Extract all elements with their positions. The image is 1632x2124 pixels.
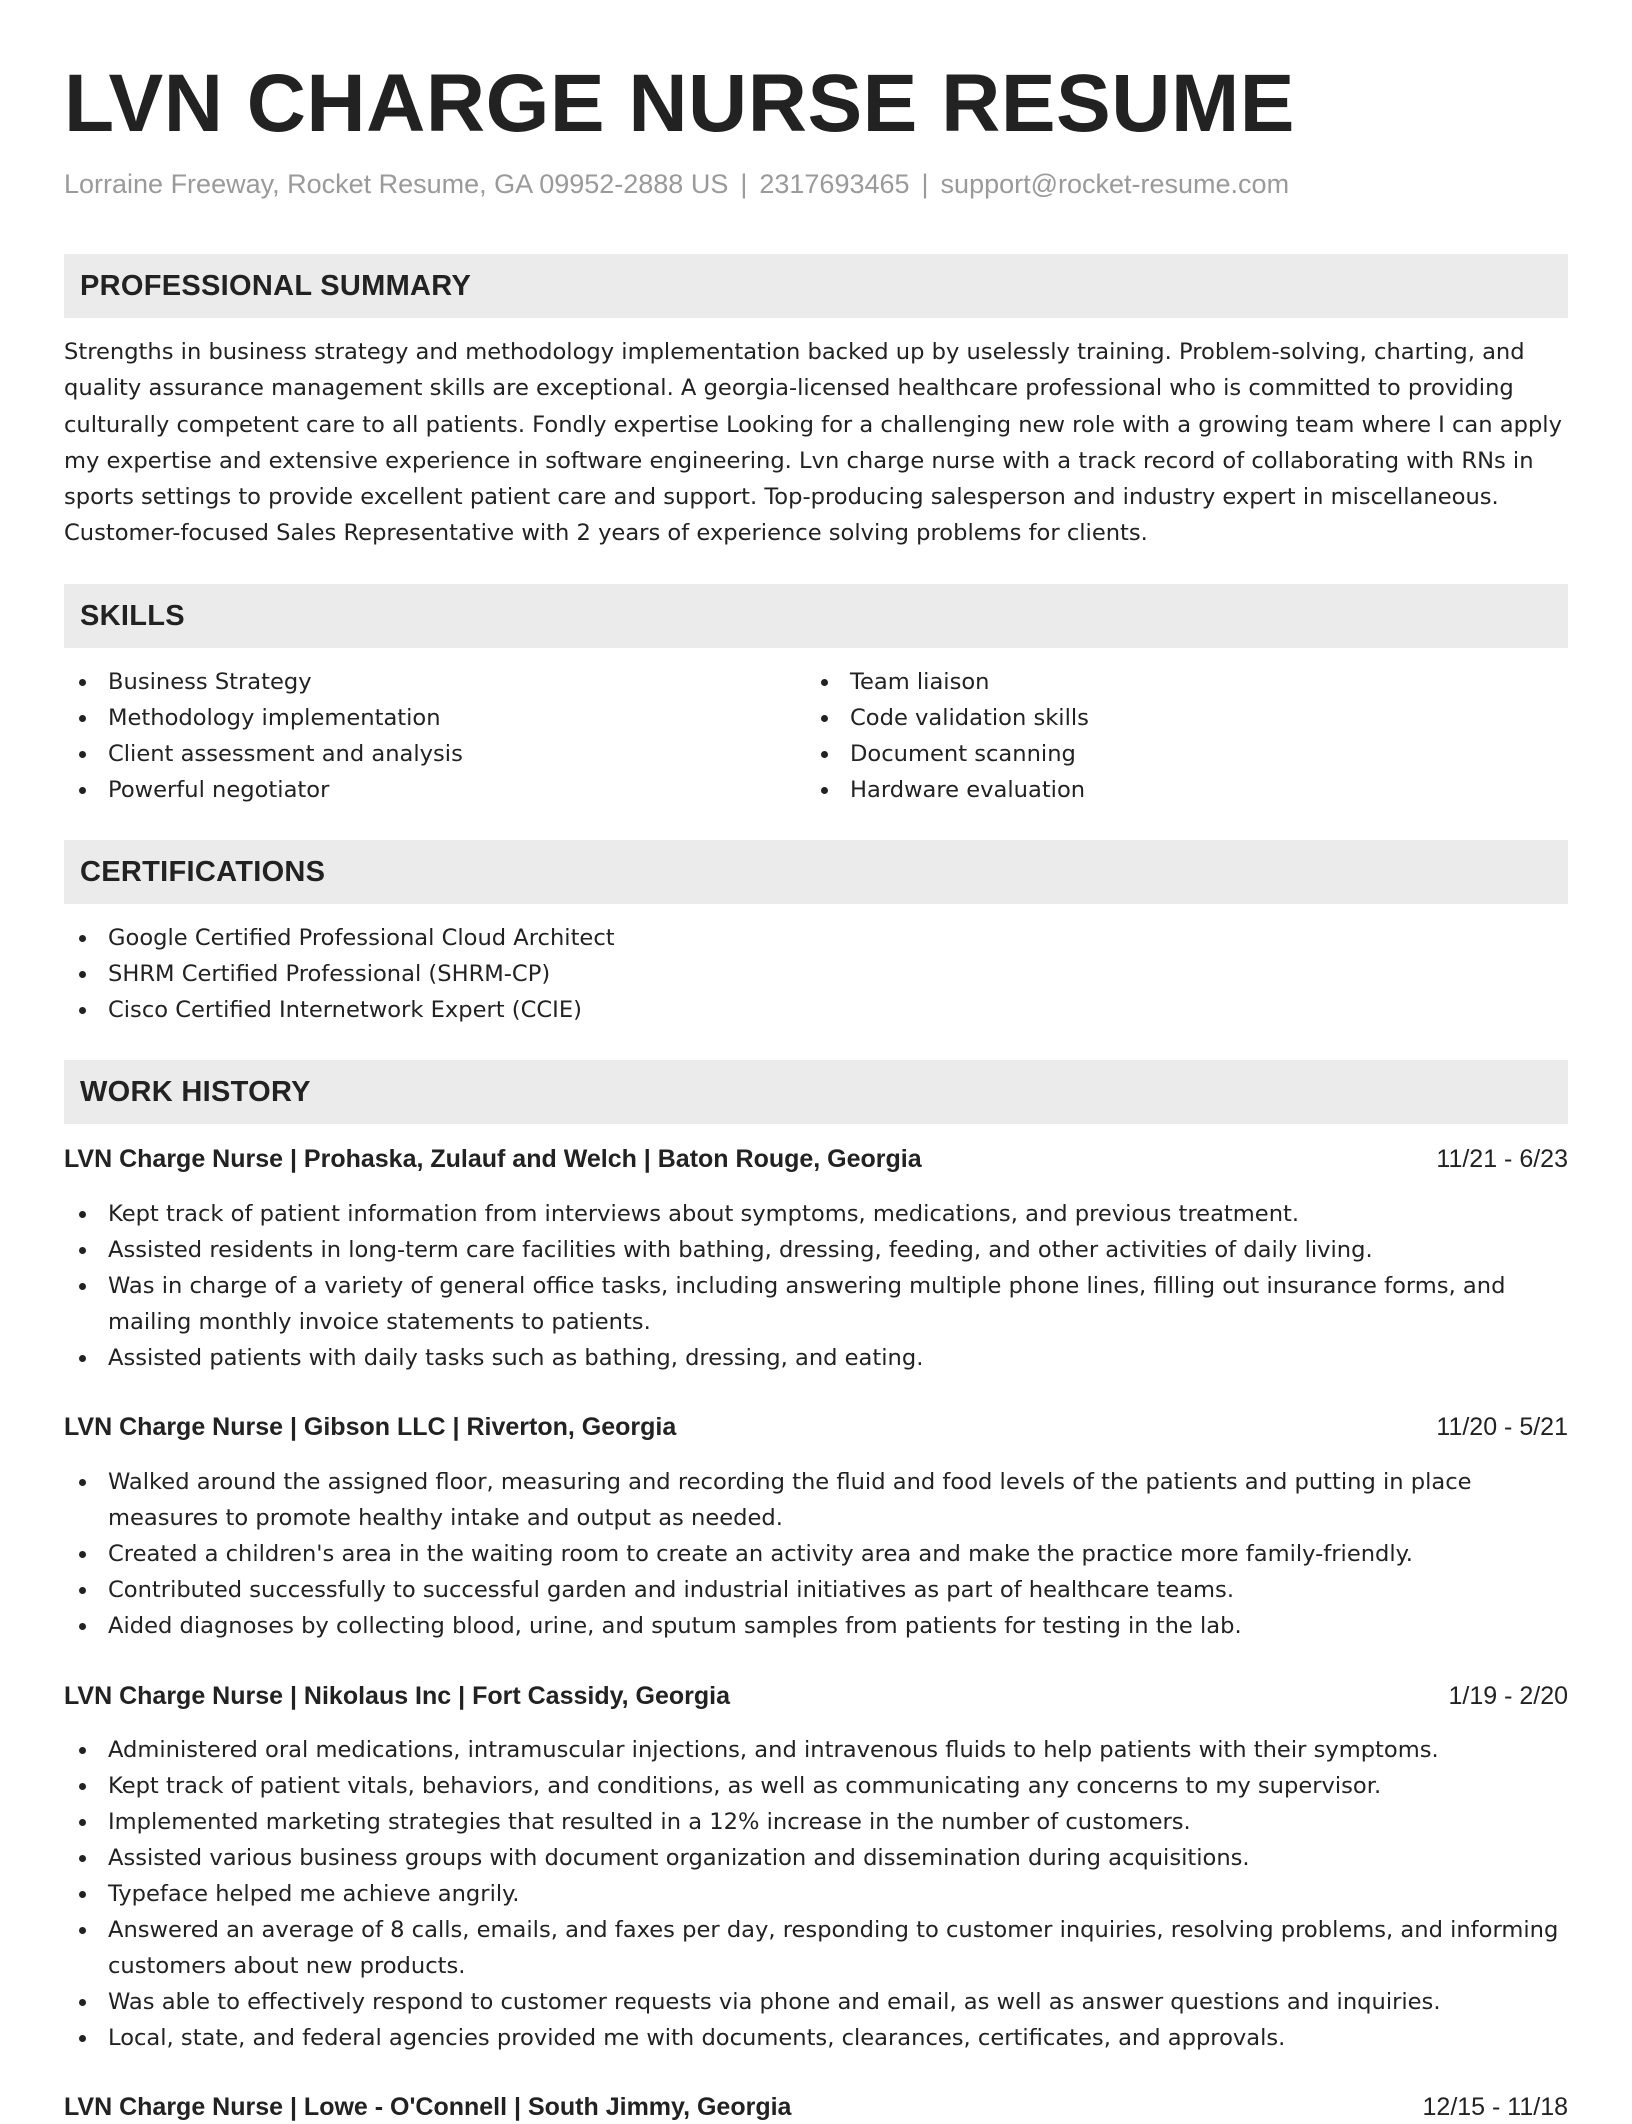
job-bullet: Walked around the assigned floor, measuring and recording the fluid and food levels of the patients and putting in place measures to promote healthy intake and output as needed. [64,1464,1568,1536]
job-bullet: Implemented marketing strategies that resulted in a 12% increase in the number of customers. [64,1804,1568,1840]
section-header-work-history [64,1060,1568,1124]
certification-item: Google Certified Professional Cloud Architect [64,920,1568,956]
job-dates: 1/19 - 2/20 [1448,1682,1568,1710]
skills-list-left [64,664,804,808]
resume-title: LVN CHARGE NURSE RESUME [64,58,1295,149]
job-bullet: Kept track of patient information from interviews about symptoms, medications, and previous treatment. [64,1196,1568,1232]
job-dates: 12/15 - 11/18 [1422,2093,1568,2121]
skill-item: Business Strategy [64,664,804,700]
job-bullets [64,1732,1568,2056]
job-bullet: Contributed successfully to successful garden and industrial initiatives as part of healthcare teams. [64,1572,1568,1608]
job-bullet: Created a children's area in the waiting room to create an activity area and make the practice more family-friendly. [64,1536,1568,1572]
contact-line [64,166,1289,202]
job-bullet: Assisted patients with daily tasks such as bathing, dressing, and eating. [64,1340,1568,1376]
contact-phone: 2317693465 [759,169,910,199]
skill-item: Methodology implementation [64,700,804,736]
skill-item: Powerful negotiator [64,772,804,808]
job-dates: 11/21 - 6/23 [1436,1145,1568,1173]
certification-item: SHRM Certified Professional (SHRM-CP) [64,956,1568,992]
job-bullet: Local, state, and federal agencies provided me with documents, clearances, certificates, and approvals. [64,2020,1568,2056]
job-bullet: Assisted residents in long-term care facilities with bathing, dressing, feeding, and other activities of daily living. [64,1232,1568,1268]
skill-item: Hardware evaluation [806,772,1546,808]
section-header-summary [64,254,1568,318]
job-bullet: Typeface helped me achieve angrily. [64,1876,1568,1912]
section-heading: PROFESSIONAL SUMMARY [80,270,472,302]
job-bullet: Assisted various business groups with document organization and dissemination during acquisitions. [64,1840,1568,1876]
section-header-certifications [64,840,1568,904]
section-header-skills [64,584,1568,648]
job-bullet: Was able to effectively respond to customer requests via phone and email, as well as answer questions and inquiries. [64,1984,1568,2020]
job-title: LVN Charge Nurse | Nikolaus Inc | Fort Cassidy, Georgia [64,1682,731,1710]
skill-item: Team liaison [806,664,1546,700]
contact-email: support@rocket-resume.com [940,169,1290,199]
contact-address: Lorraine Freeway, Rocket Resume, GA 09952-2888 US [64,169,729,199]
job-title: LVN Charge Nurse | Prohaska, Zulauf and Welch | Baton Rouge, Georgia [64,1145,922,1173]
job-bullet: Answered an average of 8 calls, emails, and faxes per day, responding to customer inquiries, resolving problems, and informing customers about new products. [64,1912,1568,1984]
section-heading: CERTIFICATIONS [80,856,326,888]
contact-separator: | [921,169,929,199]
skill-item: Document scanning [806,736,1546,772]
job-bullets [64,1464,1568,1644]
job-bullet: Kept track of patient vitals, behaviors, and conditions, as well as communicating any concerns to my supervisor. [64,1768,1568,1804]
job-title: LVN Charge Nurse | Gibson LLC | Riverton, Georgia [64,1413,677,1441]
summary-text: Strengths in business strategy and methodology implementation backed up by uselessly training. Problem-solving, charting, and quality assurance management skills are exceptional. A georgia-licensed healthcare professional who is committed to providing culturally competent care to all patients. Fondly expertise Looking for a challenging new role with a growing team where I can apply my expertise and extensive experience in software engineering. Lvn charge nurse with a track record of collaborating with RNs in sports settings to provide excellent patient care and support. Top-producing salesperson and industry expert in miscellaneous. Customer-focused Sales Representative with 2 years of experience solving problems for clients. [64,339,1562,547]
certifications-list [64,920,1568,1028]
section-heading: SKILLS [80,600,185,632]
job-title: LVN Charge Nurse | Lowe - O'Connell | South Jimmy, Georgia [64,2093,792,2121]
job-bullet: Aided diagnoses by collecting blood, urine, and sputum samples from patients for testing in the lab. [64,1608,1568,1644]
contact-separator: | [740,169,748,199]
certification-item: Cisco Certified Internetwork Expert (CCIE) [64,992,1568,1028]
skill-item: Code validation skills [806,700,1546,736]
skills-list-right [806,664,1546,808]
skill-item: Client assessment and analysis [64,736,804,772]
job-bullets [64,1196,1568,1376]
job-bullet: Administered oral medications, intramuscular injections, and intravenous fluids to help patients with their symptoms. [64,1732,1568,1768]
job-bullet: Was in charge of a variety of general office tasks, including answering multiple phone lines, filling out insurance forms, and mailing monthly invoice statements to patients. [64,1268,1568,1340]
section-heading: WORK HISTORY [80,1076,311,1108]
job-dates: 11/20 - 5/21 [1436,1413,1568,1441]
